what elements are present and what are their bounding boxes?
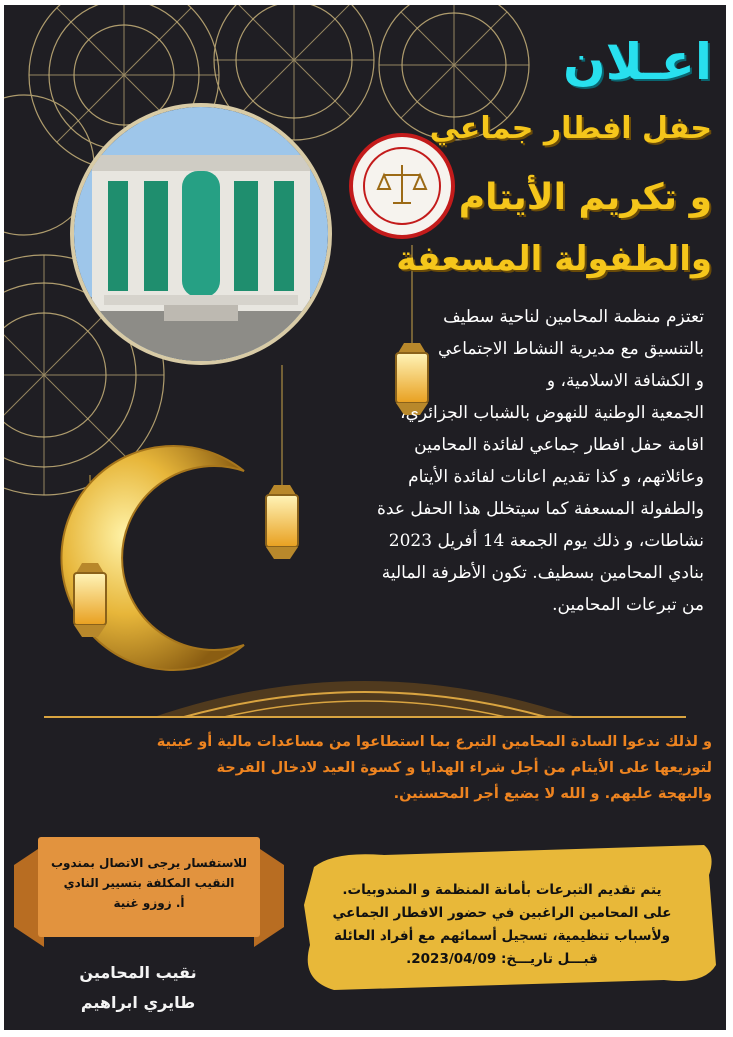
announcement-poster: [4, 5, 726, 1030]
seal-emblem: [353, 137, 451, 235]
signature-title: نقيب المحامين: [79, 963, 197, 982]
note-line: على المحامين الراغبين في حضور الافطار الجماعي: [332, 905, 672, 921]
body-line: وعائلاتهم، و كذا تقديم اعانات لفائدة الأيتام: [408, 467, 704, 487]
event-title-line-2: و تكريم الأيتام: [458, 177, 712, 218]
event-title-line-3: والطفولة المسعفة: [396, 239, 712, 279]
contact-line: النقيب المكلفة بتسيير النادي: [63, 876, 235, 890]
contact-person: أ. زوزو غنية: [113, 896, 185, 910]
lantern-3: [74, 563, 106, 637]
donation-appeal: [18, 729, 712, 807]
announcement-body: [264, 301, 704, 621]
appeal-line: والبهجة عليهم. و الله لا يضيع أجر المحسنين.: [393, 786, 712, 802]
signature-name: طايري ابراهيم: [80, 993, 196, 1012]
contact-line: للاستفسار يرجى الاتصال بمندوب: [50, 856, 248, 870]
body-line: الجمعية الوطنية للنهوض بالشباب الجزائري،: [400, 403, 704, 423]
body-line: بالتنسيق مع مديرية النشاط الاجتماعي: [437, 339, 704, 359]
contact-info: [46, 853, 252, 913]
ornament-band: [44, 681, 686, 717]
body-line: والطفولة المسعفة كما سيتخلل هذا الحفل عدة: [377, 499, 704, 519]
note-line: ولأسباب تنظيمية، تسجيل أسمائهم مع أفراد العائلة: [333, 928, 671, 944]
body-line: نشاطات، و ذلك يوم الجمعة 14 أفريل 2023: [388, 531, 704, 551]
announcement-heading: اعـلان: [562, 33, 712, 91]
body-line: تعتزم منظمة المحامين لناحية سطيف: [443, 307, 704, 327]
appeal-line: لتوزيعها على الأيتام من أجل شراء الهدايا و كسوة العيد لادخال الفرحة: [216, 760, 712, 776]
event-title-line-1: حفل افطار جماعي: [429, 111, 712, 146]
body-line: بنادي المحامين بسطيف. تكون الأظرفة المالية: [381, 563, 704, 583]
body-line: و الكشافة الاسلامية، و: [546, 371, 704, 391]
registration-note: [306, 879, 698, 971]
body-line: من تبرعات المحامين.: [552, 595, 704, 615]
note-deadline: قبـــل تاريـــخ: 2023/04/09.: [406, 951, 598, 967]
appeal-line: و لذلك ندعوا السادة المحامين التبرع بما استطاعوا من مساعدات مالية أو عينية: [156, 734, 712, 750]
bar-association-seal: [349, 133, 455, 239]
note-line: يتم تقديم التبرعات بأمانة المنظمة و المندوبيات.: [342, 882, 662, 898]
body-line: اقامة حفل افطار جماعي لفائدة المحامين: [414, 435, 704, 455]
